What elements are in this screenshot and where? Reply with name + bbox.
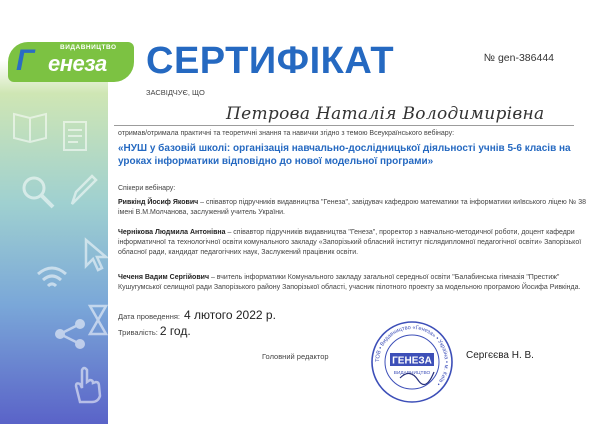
certifies-label: ЗАСВІДЧУЄ, ЩО [146,88,205,97]
cursor-icon [80,236,108,272]
logo-wordmark: енеза [48,51,107,76]
event-date [118,308,276,322]
recipient-name: Петрова Наталія Володимирівна [226,104,545,124]
certificate-serial: № gen-386444 [483,52,554,64]
date-label: Дата проведення: [118,312,180,321]
magnifier-icon [18,172,58,212]
hand-icon [70,364,106,404]
webinar-title: «НУШ у базовій школі: організація навчально-дослідницької діяльності учнів 5-6 класів на уроках інформатики відповідно до нової модельної програми» [118,143,571,167]
logo-letter: Г [16,44,35,77]
speaker-name: Ривкінд Йосиф Якович [118,199,199,206]
speaker-entry [118,273,588,293]
genesa-logo [8,38,140,86]
received-statement: отримав/отримала практичні та теоретичні знання та навички згідно з темою Всеукраїнського вебінару: [118,130,455,137]
certificate-title: СЕРТИФІКАТ [146,40,395,82]
stamp-sub-text: ВИДАВНИЦТВО [393,371,431,376]
share-icon [52,316,88,352]
date-value: 4 лютого 2022 р. [183,308,276,322]
duration-label: Тривалість: [118,328,158,337]
speaker-description: – вчитель інформатики Комунального закладу загальної середньої освіти "Балабинська гімназія "Престиж" Кушугумської селищної ради Запорізького району Запорізької області, учасник пілотного проекту за модельною програмою Йосифа Ривкінда. [118,274,581,291]
speaker-name: Чернікова Людмила Антонівна [118,229,226,236]
duration-value: 2 год. [159,324,191,338]
speaker-entry [118,198,588,218]
editor-label: Головний редактор [262,352,329,361]
document-icon [60,118,92,154]
publisher-stamp [370,320,454,404]
speaker-description: – співавтор підручників видавництва "Генеза", проректор з навчально-методичної роботи, доцент кафедри інформатичної та технологічної освіти комунального закладу «Запорізький обласний інститут післядипломної педагогічної освіти» Запорізької обласної ради, кандидат педагогічних наук, Заслужений працівник освіти. [118,229,582,256]
event-duration [118,324,191,338]
name-underline [114,125,574,126]
stamp-ring-text: ТОВ • Видавництво «Генеза» • Україна • м. Київ • [374,324,450,387]
book-icon [10,108,50,144]
speaker-entry [118,228,588,258]
stamp-center-text: ГЕНЕЗА [392,355,432,367]
editor-name: Сергєєва Н. В. [466,350,534,361]
logo-subtitle: ВИДАВНИЦТВО [60,44,117,51]
pencil-icon [64,170,100,210]
speaker-name: Чеченя Вадим Сергійович [118,274,210,281]
speakers-label: Спікери вебінару: [118,185,176,192]
hourglass-icon [86,302,108,338]
speaker-description: – співавтор підручників видавництва "Генеза", завідувач кафедрою математики та інформатики київського ліцею № 38 імені В.М.Молчанова, заслужений учитель України. [118,199,586,216]
wifi-icon [34,262,70,292]
